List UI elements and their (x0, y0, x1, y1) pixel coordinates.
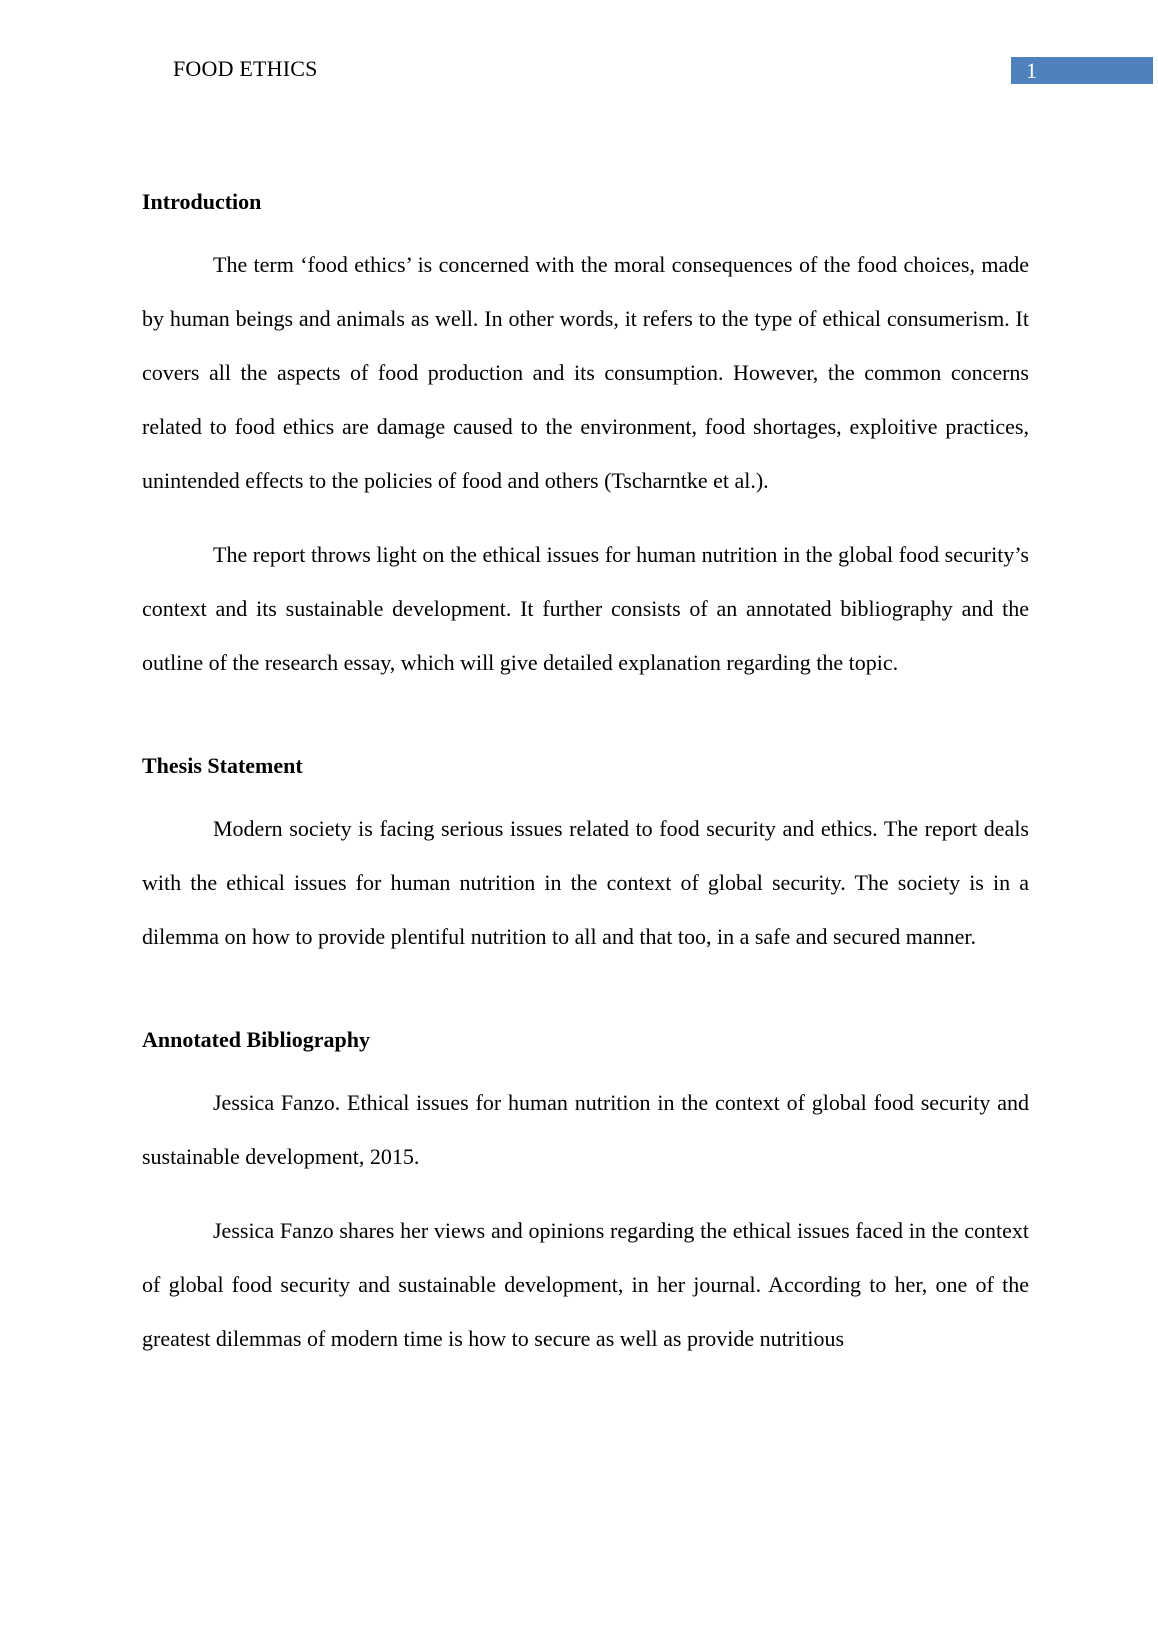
paragraph: Jessica Fanzo shares her views and opinions regarding the ethical issues faced in the context of global food security and sustainable development, in her journal. According to her, one of the greatest dilemmas of modern time is how to secure as well as provide nutritious (142, 1218, 1029, 1351)
section-heading-bibliography: Annotated Bibliography (142, 1027, 370, 1052)
running-head: FOOD ETHICS (173, 56, 318, 81)
paragraph: Modern society is facing serious issues related to food security and ethics. The report deals with the ethical issues for human nutrition in the context of global security. The society is in a dilemma on how to provide plentiful nutrition to all and that too, in a safe and secured manner. (142, 816, 1029, 949)
document-body (142, 186, 1029, 1366)
paragraph: The report throws light on the ethical issues for human nutrition in the global food security’s context and its sustainable development. It further consists of an annotated bibliography and the outline of the research essay, which will give detailed explanation regarding the topic. (142, 542, 1029, 675)
section-heading-introduction: Introduction (142, 189, 262, 214)
section-heading-thesis: Thesis Statement (142, 753, 303, 778)
paragraph: The term ‘food ethics’ is concerned with the moral consequences of the food choices, made by human beings and animals as well. In other words, it refers to the type of ethical consumerism. It covers all the aspects of food production and its consumption. However, the common concerns related to food ethics are damage caused to the environment, food shortages, exploitive practices, unintended effects to the policies of food and others (Tscharntke et al.). (142, 252, 1029, 493)
paragraph: Jessica Fanzo. Ethical issues for human nutrition in the context of global food security and sustainable development, 2015. (142, 1090, 1029, 1169)
page-number: 1 (1026, 58, 1037, 83)
